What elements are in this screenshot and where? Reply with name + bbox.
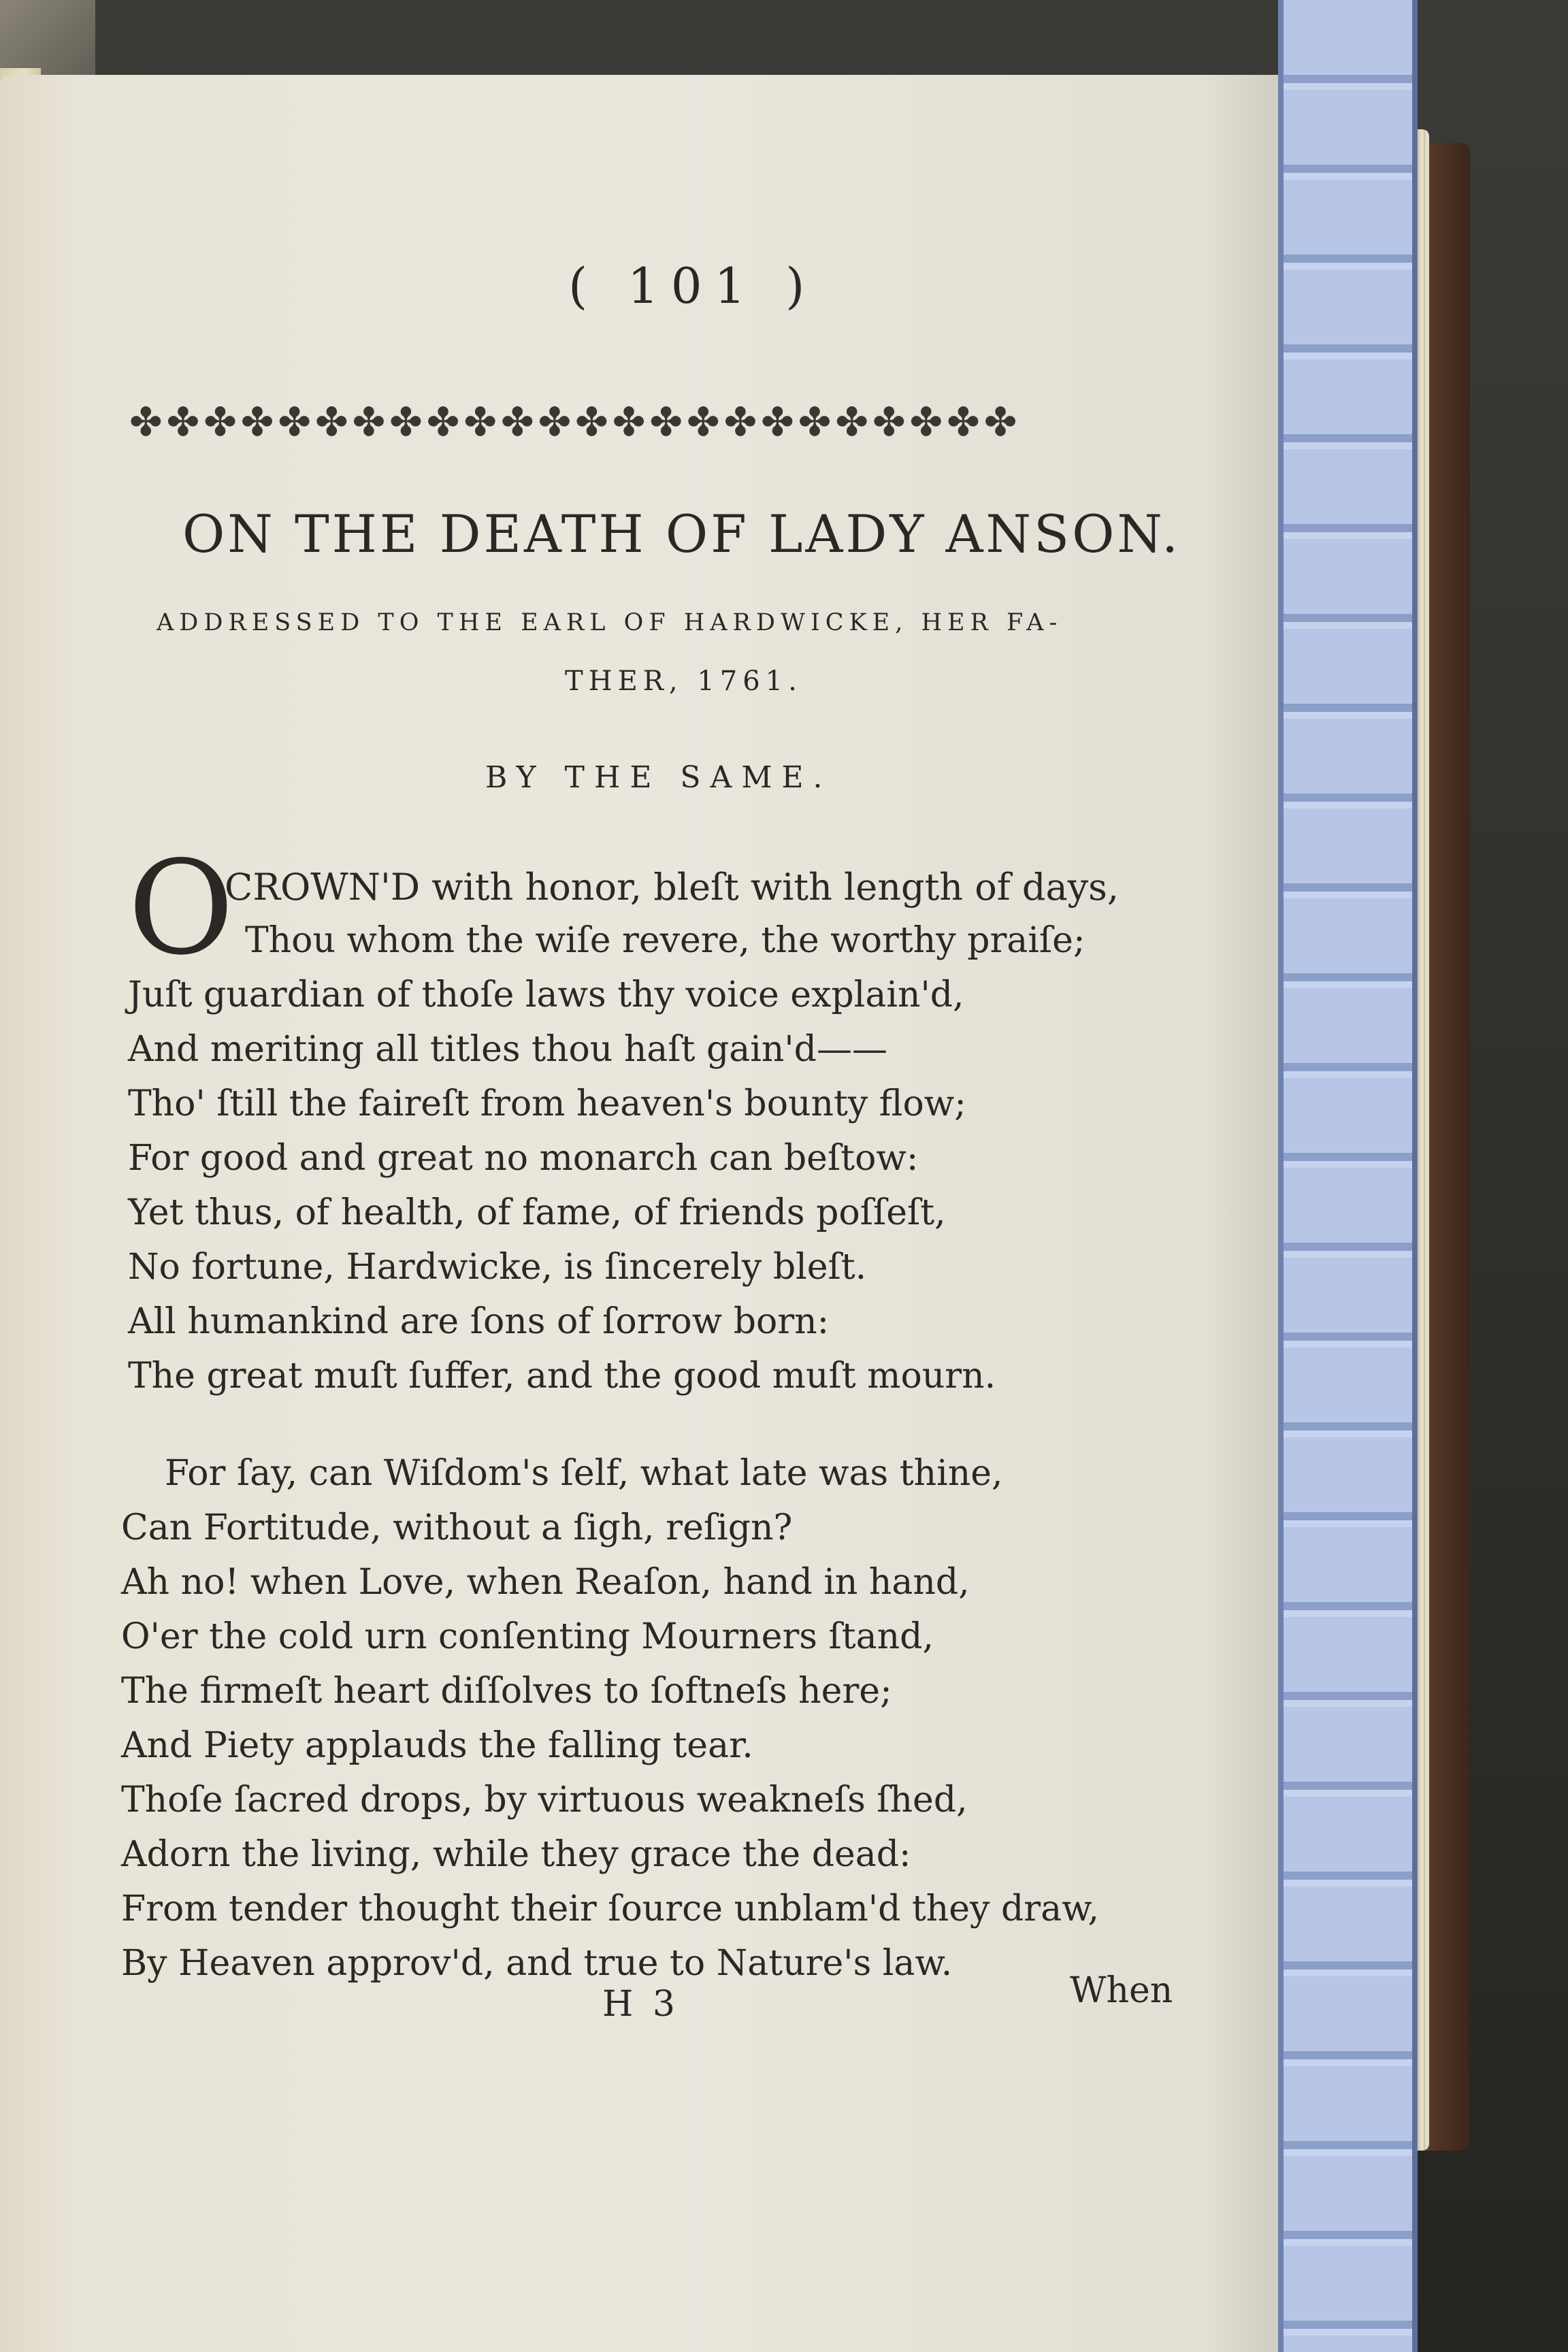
poem-line: Yet thus, of health, of fame, of friends poſſeſt, — [128, 1192, 946, 1233]
poem-line: Can Fortitude, without a ſigh, reſign? — [121, 1507, 793, 1548]
poem-line: Thou whom the wiſe revere, the worthy praiſe; — [245, 920, 1085, 961]
poem-line: For ſay, can Wiſdom's ſelf, what late was thine, — [165, 1453, 1003, 1494]
poem-line: The great muſt ſuffer, and the good muſt mourn. — [128, 1356, 996, 1396]
poem-line: No fortune, Hardwicke, is ſincerely bleſt. — [128, 1247, 867, 1288]
signature-mark: H 3 — [602, 1984, 679, 2025]
drop-cap: O — [128, 833, 234, 983]
poem-line: Adorn the living, while they grace the dead: — [121, 1834, 911, 1875]
poem-line: For good and great no monarch can beſtow: — [128, 1138, 919, 1179]
poem-title: ON THE DEATH OF LADY ANSON. — [182, 504, 1181, 564]
poem-line-1: CROWN'D with honor, bleſt with length of days, — [225, 866, 1120, 909]
page-number: ( 101 ) — [568, 257, 817, 314]
poem-line: O'er the cold urn conſenting Mourners ſtand, — [121, 1616, 934, 1657]
poem-line: The firmeſt heart diſſolves to ſoftneſs here; — [121, 1671, 892, 1712]
catchword: When — [1070, 1970, 1173, 2011]
poem-line: And Piety applauds the falling tear. — [121, 1725, 753, 1766]
dedication-line-2: THER, 1761. — [565, 666, 802, 697]
poem-line: And meriting all titles thou haſt gain'd—— — [128, 1029, 887, 1070]
poem-line: Tho' ſtill the faireſt from heaven's bounty flow; — [128, 1083, 966, 1124]
poem-line: From tender thought their ſource unblam'd they draw, — [121, 1889, 1099, 1929]
poem-line: Ah no! when Love, when Reaſon, hand in hand, — [121, 1562, 970, 1603]
poem-line: All humankind are ſons of ſorrow born: — [128, 1301, 830, 1342]
bookmark-ribbon[interactable] — [1278, 0, 1418, 2352]
byline: BY THE SAME. — [485, 760, 832, 795]
dedication-line-1: ADDRESSED TO THE EARL OF HARDWICKE, HER FA- — [157, 609, 1063, 636]
poem-line: Juſt guardian of thoſe laws thy voice explain'd, — [128, 975, 964, 1015]
poem-line: Thoſe ſacred drops, by virtuous weakneſs ſhed, — [121, 1780, 968, 1820]
poem-line: By Heaven approv'd, and true to Nature's law. — [121, 1943, 953, 1984]
ornament-band: ✤✤✤✤✤✤✤✤✤✤✤✤✤✤✤✤✤✤✤✤✤✤✤✤ — [129, 399, 1022, 445]
